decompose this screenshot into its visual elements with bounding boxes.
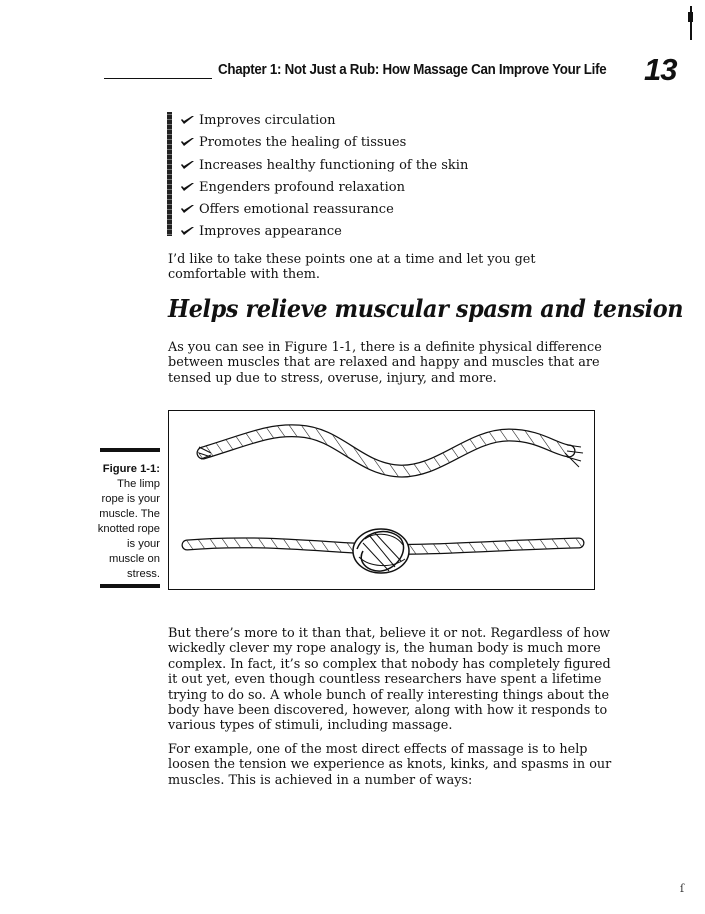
checkmark-icon: [180, 137, 195, 147]
list-item: [170, 110, 650, 132]
checkmark-icon: [180, 226, 195, 236]
running-head-title: Chapter 1: Not Just a Rub: How Massage Can Improve Your Life: [218, 62, 607, 78]
list-item: [170, 155, 650, 177]
caption-line: knotted rope: [97, 523, 160, 535]
running-head-rule: [104, 78, 212, 79]
body-paragraph: As you can see in Figure 1-1, there is a definite physical difference between muscles that are relaxed and happy and muscles that are tensed up due to stress, overuse, injury, and more.: [168, 340, 602, 386]
caption-rule: [100, 584, 160, 588]
caption-line: muscle on: [109, 553, 160, 565]
list-item-text: Offers emotional reassurance: [199, 202, 394, 218]
running-head: [104, 60, 624, 84]
body-paragraph: But there’s more to it than that, believe it or not. Regardless of how wickedly clever my rope analogy is, the human body is much more complex. In fact, it’s so complex that nobody has completely figured it out yet, even though countless researchers have spent a lifetime trying to do so. A whole bunch of really interesting things about the body have been discovered, however, along with how it responds to various types of stimuli, including massage.: [168, 626, 611, 734]
list-item: [170, 177, 650, 199]
list-item-text: Increases healthy functioning of the skin: [199, 157, 469, 173]
caption-text: [70, 462, 160, 582]
checkmark-icon: [180, 182, 195, 192]
limp-rope: [199, 431, 583, 471]
checkmark-icon: [180, 115, 195, 125]
list-item-text: Improves appearance: [199, 224, 342, 240]
checkmark-icon: [180, 204, 195, 214]
caption-rule: [100, 448, 160, 452]
intro-paragraph: I’d like to take these points one at a time and let you get comfortable with them.: [168, 252, 536, 283]
knotted-rope: [187, 529, 579, 573]
caption-line: stress.: [127, 568, 160, 580]
caption-line: rope is your: [101, 493, 160, 505]
figure-caption: [94, 448, 160, 588]
margin-mark: ſ: [680, 882, 685, 895]
list-item-text: Promotes the healing of tissues: [199, 135, 407, 151]
figure-label: Figure 1-1:: [102, 463, 160, 475]
caption-line: is your: [127, 538, 160, 550]
list-item: [170, 199, 650, 221]
list-item-text: Engenders profound relaxation: [199, 179, 405, 195]
benefits-checklist: [170, 110, 650, 244]
rope-illustration: [169, 411, 596, 591]
figure-rope-illustration: [168, 410, 595, 590]
caption-line: The limp: [117, 478, 160, 490]
list-item-text: Improves circulation: [199, 113, 336, 128]
body-paragraph: For example, one of the most direct effects of massage is to help loosen the tension we experience as knots, kinks, and spasms in our muscles. This is achieved in a number of ways:: [168, 742, 612, 788]
caption-body: [70, 477, 160, 582]
list-item: [170, 221, 650, 243]
list-item: [170, 132, 650, 154]
caption-line: muscle. The: [99, 508, 160, 520]
page-number: 13: [644, 52, 677, 87]
section-heading: Helps relieve muscular spasm and tension: [168, 294, 684, 323]
checkmark-icon: [180, 160, 195, 170]
scan-mark: [688, 12, 693, 22]
